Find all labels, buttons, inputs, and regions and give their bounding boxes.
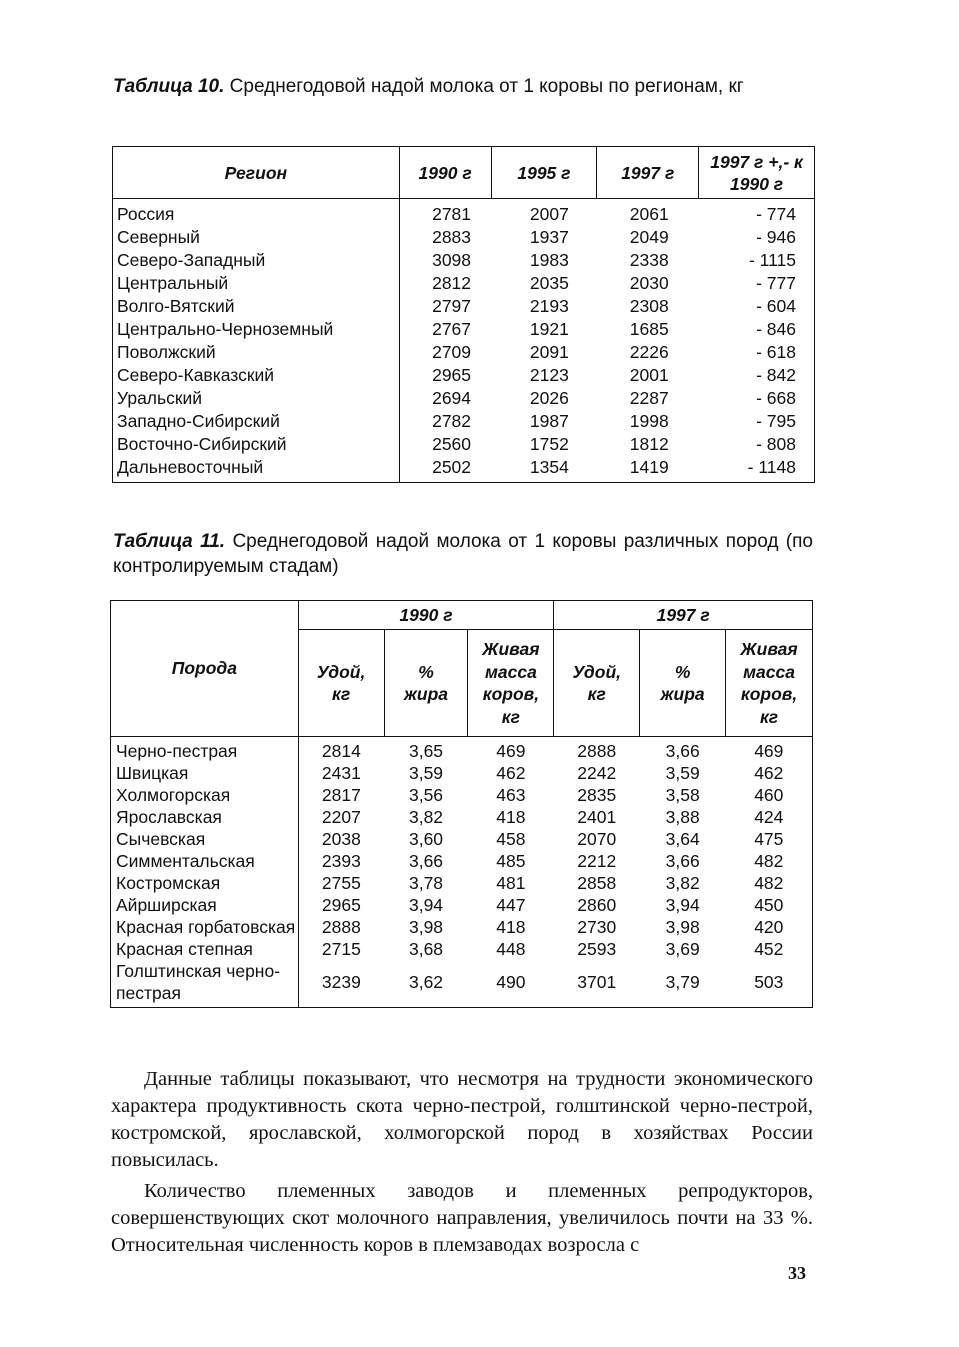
table10-cell-1995: 1752: [529, 434, 569, 454]
table-row: [111, 850, 813, 872]
table10-cell-1990: 2812: [432, 273, 472, 293]
page-number: 33: [788, 1263, 806, 1283]
table11-cell-weight-1990: 418: [496, 917, 526, 937]
table10-cell-1995: 2091: [529, 342, 569, 362]
table-row: [113, 387, 815, 410]
table10-cell-region: Северный: [113, 226, 400, 249]
table11-sub-fat-1997: % жира: [640, 630, 726, 737]
table11-cell-breed: Ярославская: [111, 806, 299, 828]
table-row: [113, 341, 815, 364]
table10-cell-1990: 2781: [432, 204, 472, 224]
table11-cell-weight-1997: 462: [754, 763, 784, 783]
table11-caption-text: Среднегодовой надой молока от 1 коровы различных пород (по контролируемым стадам): [113, 531, 813, 577]
table11-cell-yield-1990: 2038: [321, 829, 361, 849]
table10-cell-1995: 2007: [529, 204, 569, 224]
table11-cell-weight-1990: 463: [496, 785, 526, 805]
table11-sub-fat-1990: % жира: [384, 630, 468, 737]
table10-cell-diff: - 842: [756, 365, 796, 385]
table-row: [111, 784, 813, 806]
table10-header-1995: 1995 г: [491, 147, 597, 199]
table11-cell-fat-1990: 3,59: [408, 763, 444, 783]
table11-cell-breed: Айрширская: [111, 894, 299, 916]
table11-cell-weight-1997: 424: [754, 807, 784, 827]
table11-cell-weight-1990: 447: [496, 895, 526, 915]
table11-cell-weight-1997: 460: [754, 785, 784, 805]
table10-caption-text: Среднегодовой надой молока от 1 коровы по регионам, кг: [224, 76, 744, 97]
table10-cell-region: Центральный: [113, 272, 400, 295]
table11-cell-fat-1997: 3,88: [665, 807, 700, 827]
table10-cell-1997: 2049: [629, 227, 669, 247]
table11-cell-yield-1990: 2393: [321, 851, 361, 871]
table11-cell-weight-1997: 469: [754, 741, 784, 761]
table11-cell-weight-1990: 462: [496, 763, 526, 783]
table10-caption-label: Таблица 10.: [113, 76, 225, 97]
table10-cell-region: Восточно-Сибирский: [113, 433, 400, 456]
table10-cell-1990: 2883: [432, 227, 472, 247]
table11-cell-yield-1990: 2814: [321, 741, 361, 761]
table11-cell-weight-1990: 418: [496, 807, 526, 827]
table10-cell-1990: 2502: [432, 457, 472, 477]
table11-cell-fat-1990: 3,68: [408, 939, 444, 959]
table11-cell-breed: Симментальская: [111, 850, 299, 872]
table11-cell-yield-1997: 2212: [577, 851, 617, 871]
table10-cell-region: Центрально-Черноземный: [113, 318, 400, 341]
table11-cell-yield-1990: 2755: [321, 873, 361, 893]
table10-cell-diff: - 604: [756, 296, 796, 316]
table10-caption: [113, 74, 813, 99]
table11-cell-fat-1990: 3,98: [408, 917, 444, 937]
table10-cell-1995: 2193: [529, 296, 569, 316]
table-row: [111, 762, 813, 784]
table-row: [113, 199, 815, 227]
table10-cell-1995: 2026: [529, 388, 569, 408]
paragraph-2: Количество племенных заводов и племенных репродукторов, совершенствующих скот молочного направления, увеличилось почти на 33 %. Относительная численность коров в племзаводах возросла с: [111, 1180, 813, 1256]
table11-cell-weight-1997: 452: [754, 939, 784, 959]
table11-cell-breed: Костромская: [111, 872, 299, 894]
table10-cell-1995: 2035: [529, 273, 569, 293]
table10-cell-region: Уральский: [113, 387, 400, 410]
table-row: [113, 410, 815, 433]
table11-cell-fat-1990: 3,66: [408, 851, 444, 871]
table11-header-1990: 1990 г: [298, 601, 554, 630]
table11-cell-weight-1997: 420: [754, 917, 784, 937]
table10-cell-diff: - 795: [756, 411, 796, 431]
table-row: [113, 295, 815, 318]
table10-cell-1990: 2965: [432, 365, 472, 385]
table10-cell-1995: 1987: [529, 411, 569, 431]
table11-cell-weight-1990: 469: [496, 741, 526, 761]
table11-header-breed: Порода: [111, 601, 299, 737]
table11-cell-fat-1997: 3,59: [665, 763, 700, 783]
table-row: [111, 828, 813, 850]
table11-cell-fat-1997: 3,69: [665, 939, 700, 959]
table11-cell-weight-1990: 458: [496, 829, 526, 849]
table11-cell-yield-1990: 2965: [321, 895, 361, 915]
table11-cell-yield-1997: 3701: [577, 972, 617, 992]
table10-cell-1997: 2226: [629, 342, 669, 362]
table-row: [113, 364, 815, 387]
table10-cell-region: Поволжский: [113, 341, 400, 364]
table11-cell-weight-1997: 450: [754, 895, 784, 915]
table11-cell-yield-1997: 2835: [577, 785, 617, 805]
table10-cell-1997: 2061: [629, 204, 669, 224]
table10-cell-region: Северо-Кавказский: [113, 364, 400, 387]
table11-cell-fat-1997: 3,79: [665, 972, 700, 992]
table10-header-diff: 1997 г +,- к 1990 г: [699, 147, 815, 199]
table11-cell-fat-1997: 3,66: [665, 741, 700, 761]
table10-cell-1990: 3098: [432, 250, 472, 270]
table11-header-1997: 1997 г: [554, 601, 813, 630]
table-row: [113, 249, 815, 272]
table11-cell-yield-1997: 2730: [577, 917, 617, 937]
table11-cell-fat-1990: 3,56: [408, 785, 444, 805]
table-row: [111, 960, 813, 1008]
table11-cell-yield-1997: 2401: [577, 807, 617, 827]
table10-cell-diff: - 1148: [747, 457, 796, 477]
table-row: [111, 938, 813, 960]
table11-cell-weight-1997: 503: [754, 972, 784, 992]
table11-cell-fat-1997: 3,94: [665, 895, 700, 915]
table10-cell-1990: 2694: [432, 388, 472, 408]
table-row: [113, 318, 815, 341]
table10-cell-1997: 1812: [629, 434, 669, 454]
table11-cell-fat-1997: 3,98: [665, 917, 700, 937]
table10-cell-region: Дальневосточный: [113, 456, 400, 483]
table10-cell-1997: 2001: [629, 365, 669, 385]
table10-cell-1995: 1937: [529, 227, 569, 247]
table11-body: [111, 737, 813, 1008]
table11-cell-yield-1990: 2715: [321, 939, 361, 959]
table10-cell-diff: - 946: [756, 227, 796, 247]
table11: [110, 600, 813, 1008]
table11-cell-fat-1990: 3,60: [408, 829, 444, 849]
table10-cell-1997: 2287: [629, 388, 669, 408]
table-row: [111, 894, 813, 916]
table11-cell-fat-1990: 3,62: [408, 972, 444, 992]
table10-cell-diff: - 668: [756, 388, 796, 408]
table11-cell-yield-1997: 2593: [577, 939, 617, 959]
table11-cell-breed: Красная степная: [111, 938, 299, 960]
table10-header-region: Регион: [113, 147, 400, 199]
table11-cell-yield-1997: 2242: [577, 763, 617, 783]
table11-cell-weight-1997: 482: [754, 851, 784, 871]
table11-cell-yield-1990: 2817: [321, 785, 361, 805]
table10-cell-region: Волго-Вятский: [113, 295, 400, 318]
table-row: [111, 916, 813, 938]
table11-year-row: [111, 601, 813, 630]
table10-cell-1990: 2560: [432, 434, 472, 454]
table11-cell-breed: Сычевская: [111, 828, 299, 850]
table11-cell-fat-1990: 3,78: [408, 873, 444, 893]
table11-cell-fat-1997: 3,58: [665, 785, 700, 805]
table-row: [113, 226, 815, 249]
table-row: [113, 456, 815, 483]
table11-sub-yield-1997: Удой, кг: [554, 630, 640, 737]
table10-cell-1990: 2767: [432, 319, 472, 339]
table10-cell-1997: 2338: [629, 250, 669, 270]
table-row: [113, 433, 815, 456]
table10-cell-diff: - 846: [756, 319, 796, 339]
table10-cell-region: Западно-Сибирский: [113, 410, 400, 433]
table11-cell-fat-1997: 3,82: [665, 873, 700, 893]
table10-header-row: [113, 147, 815, 199]
table11-sub-yield-1990: Удой, кг: [298, 630, 384, 737]
table10-header-1997: 1997 г: [597, 147, 699, 199]
table11-cell-fat-1997: 3,66: [665, 851, 700, 871]
table11-cell-fat-1990: 3,94: [408, 895, 444, 915]
table10-cell-1995: 2123: [529, 365, 569, 385]
table10-cell-diff: - 777: [756, 273, 796, 293]
table10-cell-region: Северо-Западный: [113, 249, 400, 272]
table10-cell-1997: 1419: [629, 457, 669, 477]
table11-cell-breed: Черно-пестрая: [111, 737, 299, 763]
table11-cell-weight-1997: 482: [754, 873, 784, 893]
table11-cell-yield-1997: 2888: [577, 741, 617, 761]
table10-cell-1997: 2030: [629, 273, 669, 293]
table10-cell-diff: - 774: [756, 204, 796, 224]
table10-cell-1997: 1685: [629, 319, 669, 339]
table10-cell-diff: - 1115: [748, 250, 796, 270]
table10-cell-diff: - 808: [756, 434, 796, 454]
table11-cell-breed: Швицкая: [111, 762, 299, 784]
table11-sub-weight-1990: Живая масса коров, кг: [468, 630, 554, 737]
table11-cell-yield-1990: 2888: [321, 917, 361, 937]
table11-sub-weight-1997: Живая масса коров, кг: [726, 630, 813, 737]
table10-cell-1995: 1354: [529, 457, 569, 477]
table10-cell-1990: 2797: [432, 296, 472, 316]
table11-cell-weight-1997: 475: [754, 829, 784, 849]
paragraph-1: Данные таблицы показывают, что несмотря на трудности экономического характера продуктивность скота черно-пестрой, голштинской черно-пестрой, костромской, ярославской, холмогорской пород в хозяйствах России повысилась.: [111, 1068, 813, 1171]
table11-cell-fat-1990: 3,82: [408, 807, 444, 827]
table10-header-1990: 1990 г: [399, 147, 491, 199]
table11-cell-yield-1997: 2860: [577, 895, 617, 915]
table11-cell-breed: Холмогорская: [111, 784, 299, 806]
table11-cell-weight-1990: 448: [496, 939, 526, 959]
table10-cell-1995: 1921: [529, 319, 569, 339]
table11-cell-weight-1990: 490: [496, 972, 526, 992]
table10-cell-diff: - 618: [756, 342, 796, 362]
table11-cell-yield-1997: 2070: [577, 829, 617, 849]
table10-cell-1997: 2308: [629, 296, 669, 316]
table11-cell-breed: Красная горбатовская: [111, 916, 299, 938]
table11-caption-label: Таблица 11.: [113, 531, 226, 552]
table-row: [111, 806, 813, 828]
table10: [112, 146, 815, 483]
table10-cell-1997: 1998: [629, 411, 669, 431]
table10-cell-1990: 2782: [432, 411, 472, 431]
table10-cell-1995: 1983: [529, 250, 569, 270]
table11-cell-weight-1990: 481: [496, 873, 526, 893]
table11-cell-fat-1997: 3,64: [665, 829, 700, 849]
table10-cell-1990: 2709: [432, 342, 472, 362]
table11-cell-breed: Голштинская черно-пестрая: [111, 960, 299, 1008]
table11-cell-yield-1990: 3239: [321, 972, 361, 992]
table11-cell-fat-1990: 3,65: [408, 741, 444, 761]
table-row: [111, 737, 813, 763]
table-row: [111, 872, 813, 894]
table11-cell-yield-1990: 2431: [321, 763, 361, 783]
table11-cell-weight-1990: 485: [496, 851, 526, 871]
table11-caption: [113, 529, 813, 579]
table-row: [113, 272, 815, 295]
table11-cell-yield-1990: 2207: [321, 807, 361, 827]
table10-body: [113, 199, 815, 483]
table11-cell-yield-1997: 2858: [577, 873, 617, 893]
table10-cell-region: Россия: [113, 199, 400, 227]
